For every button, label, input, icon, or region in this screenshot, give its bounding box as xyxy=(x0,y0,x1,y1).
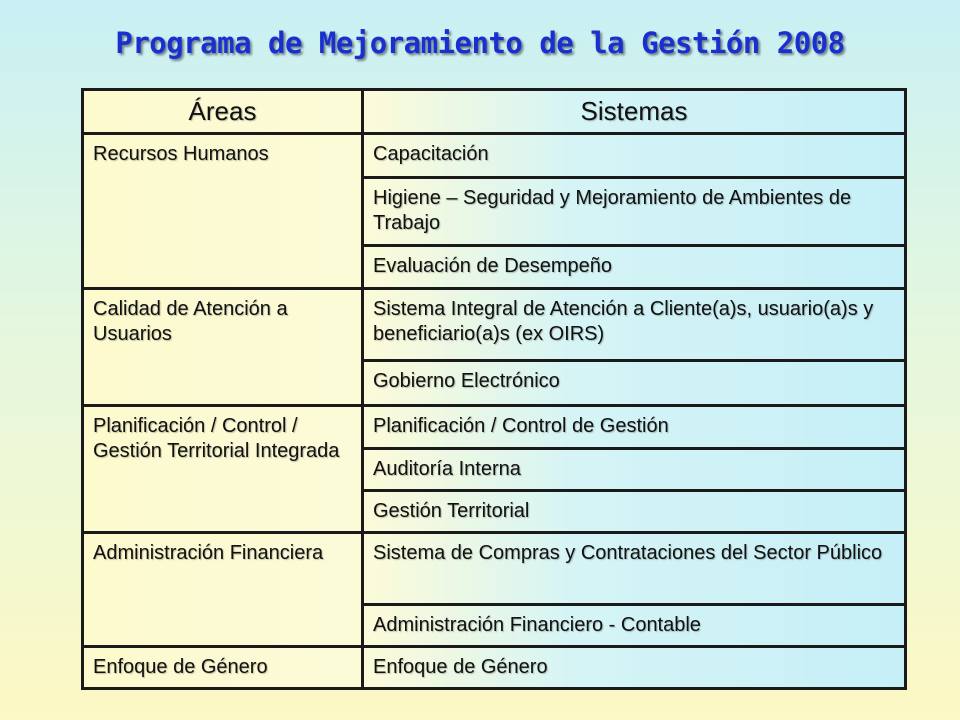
sistema-cell: Gestión Territorial xyxy=(363,491,906,533)
area-cell-recursos-humanos: Recursos Humanos xyxy=(83,134,363,289)
sistema-cell: Sistema Integral de Atención a Cliente(a)s, usuario(a)s y beneficiario(a)s (ex OIRS) xyxy=(363,289,906,361)
table-row xyxy=(83,533,906,605)
sistema-cell: Planificación / Control de Gestión xyxy=(363,406,906,449)
table-row xyxy=(83,647,906,689)
table-row xyxy=(83,289,906,361)
pmg-table xyxy=(81,88,907,690)
header-sistemas: Sistemas xyxy=(363,90,906,134)
area-cell-administracion-financiera: Administración Financiera xyxy=(83,533,363,647)
sistema-cell: Enfoque de Género xyxy=(363,647,906,689)
sistema-cell: Administración Financiero - Contable xyxy=(363,605,906,647)
sistema-cell: Gobierno Electrónico xyxy=(363,361,906,406)
area-cell-calidad-atencion: Calidad de Atención a Usuarios xyxy=(83,289,363,406)
table-row xyxy=(83,406,906,449)
header-areas: Áreas xyxy=(83,90,363,134)
area-cell-planificacion: Planificación / Control / Gestión Territorial Integrada xyxy=(83,406,363,533)
sistema-cell: Auditoría Interna xyxy=(363,449,906,491)
sistema-cell: Evaluación de Desempeño xyxy=(363,246,906,289)
table-header-row xyxy=(83,90,906,134)
sistema-cell: Capacitación xyxy=(363,134,906,178)
slide-title: Programa de Mejoramiento de la Gestión 2008 xyxy=(115,26,845,60)
table-row xyxy=(83,134,906,178)
sistema-cell: Higiene – Seguridad y Mejoramiento de Ambientes de Trabajo xyxy=(363,178,906,246)
area-cell-enfoque-genero: Enfoque de Género xyxy=(83,647,363,689)
sistema-cell: Sistema de Compras y Contrataciones del Sector Público xyxy=(363,533,906,605)
